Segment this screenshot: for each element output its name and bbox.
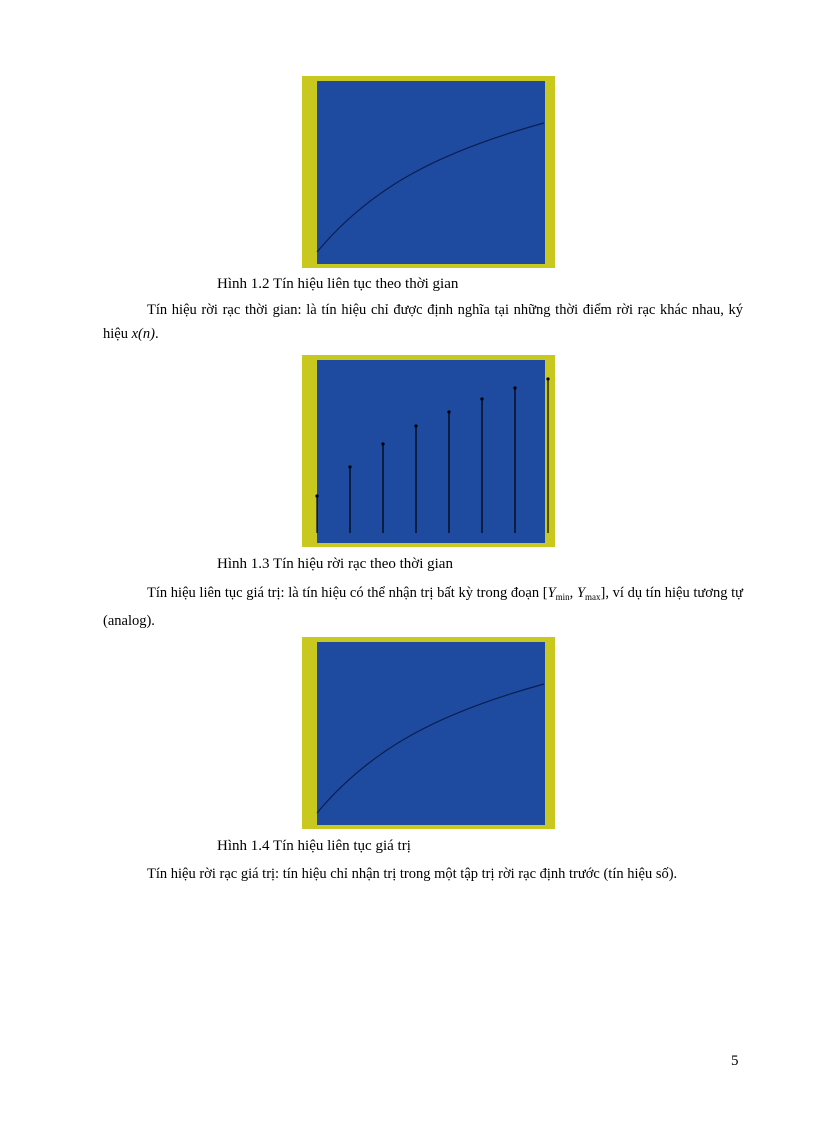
plot-area: [317, 360, 545, 543]
plot-area: [317, 642, 545, 825]
stem-marker-4: [447, 410, 450, 413]
continuous-value-plot: [302, 637, 555, 829]
math-xn: x(n): [131, 326, 155, 342]
figure-discrete-time: [302, 355, 555, 547]
stem-marker-1: [348, 465, 351, 468]
paragraph-text: Tín hiệu rời rạc giá trị: tín hiệu chỉ nhận trị trong một tập trị rời rạc định trước (tín hiệu số).: [147, 866, 678, 882]
discrete-time-plot: [302, 355, 555, 547]
figure-caption-1-4: Hình 1.4 Tín hiệu liên tục giá trị: [217, 838, 411, 854]
math-separator: ,: [569, 585, 574, 601]
stem-marker-0: [315, 494, 318, 497]
stem-marker-6: [513, 386, 516, 389]
paragraph-continuous-value: [103, 581, 743, 633]
stem-marker-5: [480, 397, 483, 400]
page-number: 5: [731, 1053, 739, 1069]
math-ymax: $Y_{max}$: [576, 585, 601, 602]
paragraph-end: .: [154, 326, 159, 342]
stem-marker-2: [381, 442, 384, 445]
stem-marker-3: [414, 424, 417, 427]
figure-caption-1-2: Hình 1.2 Tín hiệu liên tục theo thời gian: [217, 276, 459, 292]
paragraph-discrete-time: [103, 298, 743, 346]
paragraph-discrete-value: [103, 862, 743, 886]
paragraph-text: Tín hiệu liên tục giá trị: là tín hiệu có thể nhận trị bất kỳ trong đoạn [: [147, 585, 548, 601]
paragraph-text: Tín hiệu rời rạc thời gian: là tín hiệu chỉ được định nghĩa tại những thời điểm rời rạc khác nhau, ký hiệu: [103, 302, 743, 342]
continuous-time-plot: [302, 76, 555, 268]
math-ymin: $Y_{min}$: [547, 585, 570, 602]
plot-area: [317, 81, 545, 264]
figure-continuous-value: [302, 637, 555, 829]
figure-caption-1-3: Hình 1.3 Tín hiệu rời rạc theo thời gian: [217, 556, 453, 572]
paragraph-end: ], ví dụ tín hiệu tương tự (analog).: [103, 585, 743, 629]
stem-marker-7: [546, 377, 549, 380]
figure-continuous-time: [302, 76, 555, 268]
